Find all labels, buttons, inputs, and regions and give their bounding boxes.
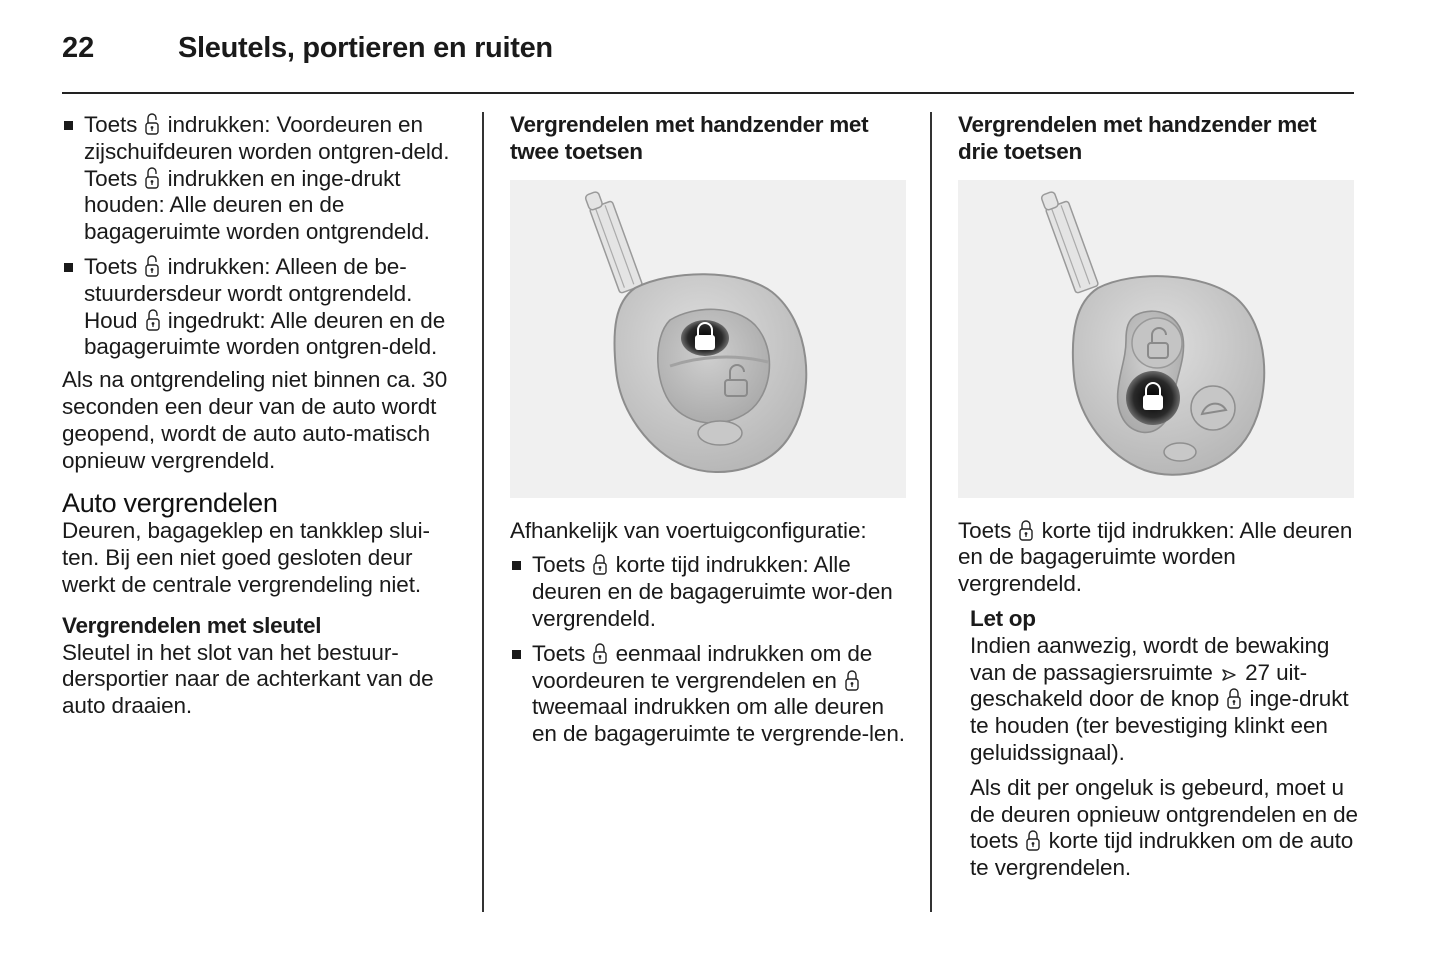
column-divider [930,112,932,912]
three-button-key-fob-illustration [958,180,1354,498]
bullet-square [64,121,73,130]
note-box [958,606,1358,882]
section-heading: Auto vergrendelen [62,488,278,519]
lock-icon [1019,519,1033,541]
paragraph: Indien aanwezig, wordt de bewaking van de passagiersruimte 27 uit-geschakeld door de knop inge-drukt te houden (ter bevestiging klinkt een geluidssignaal). [970,632,1349,765]
unlock-icon [145,255,159,277]
reference-arrow-icon [1221,667,1237,683]
lock-icon [1026,829,1040,851]
lock-icon [1227,687,1241,709]
note-title: Let op [970,605,1036,631]
paragraph: Toets korte tijd indrukken: Alle deuren en de bagageruimte worden vergrendeld. [958,517,1353,597]
list-item: Toets indrukken: Alleen de be-stuurdersdeur wordt ontgrendeld. Houd ingedrukt: Alle deuren en de bagageruimte worden ontgren-deld. [62,254,462,361]
column-3 [958,112,1358,890]
column-divider [482,112,484,912]
bullet-square [512,561,521,570]
paragraph: Deuren, bagageklep en tankklep slui-ten. Bij een niet goed gesloten deur werkt de centrale vergrendeling niet. [62,518,430,597]
list-item: Toets indrukken: Voordeuren en zijschuifdeuren worden ontgren-deld. Toets indrukken en inge-drukt houden: Alle deuren en de bagageruimte worden ontgrendeld. [62,112,462,246]
subsection-heading: Vergrendelen met sleutel [62,612,322,638]
column-2 [510,112,910,756]
subsection-heading: Vergrendelen met handzender met twee toetsen [510,112,869,164]
unlock-icon [145,167,159,189]
column-1 [62,112,462,728]
list-item: Toets eenmaal indrukken om de voordeuren te vergrendelen en tweemaal indrukken om alle deuren en de bagageruimte te vergrende-len. [510,641,910,748]
subsection-heading: Vergrendelen met handzender met drie toetsen [958,112,1317,164]
page-number: 22 [62,32,95,64]
lock-icon [593,553,607,575]
page-header [62,30,1354,94]
paragraph: Afhankelijk van voertuigconfiguratie: [510,517,867,543]
paragraph: Als dit per ongeluk is gebeurd, moet u de deuren opnieuw ontgrendelen en de toets korte tijd indrukken om de auto te vergrendelen. [970,774,1358,881]
paragraph: Als na ontgrendeling niet binnen ca. 30 seconden een deur van de auto wordt geopend, wordt de auto auto-matisch opnieuw vergrendeld. [62,367,448,473]
bullet-square [512,650,521,659]
lock-icon [845,669,859,691]
lock-icon [593,642,607,664]
chapter-title: Sleutels, portieren en ruiten [178,32,553,64]
unlock-icon [145,113,159,135]
bullet-square [64,263,73,272]
unlock-icon [146,309,160,331]
list-item: Toets korte tijd indrukken: Alle deuren en de bagageruimte wor-den vergrendeld. [510,552,910,632]
paragraph: Sleutel in het slot van het bestuur-dersportier naar de achterkant van de auto draaien. [62,639,434,719]
two-button-key-fob-illustration [510,180,906,498]
page-reference-link[interactable]: 27 [1245,659,1270,685]
